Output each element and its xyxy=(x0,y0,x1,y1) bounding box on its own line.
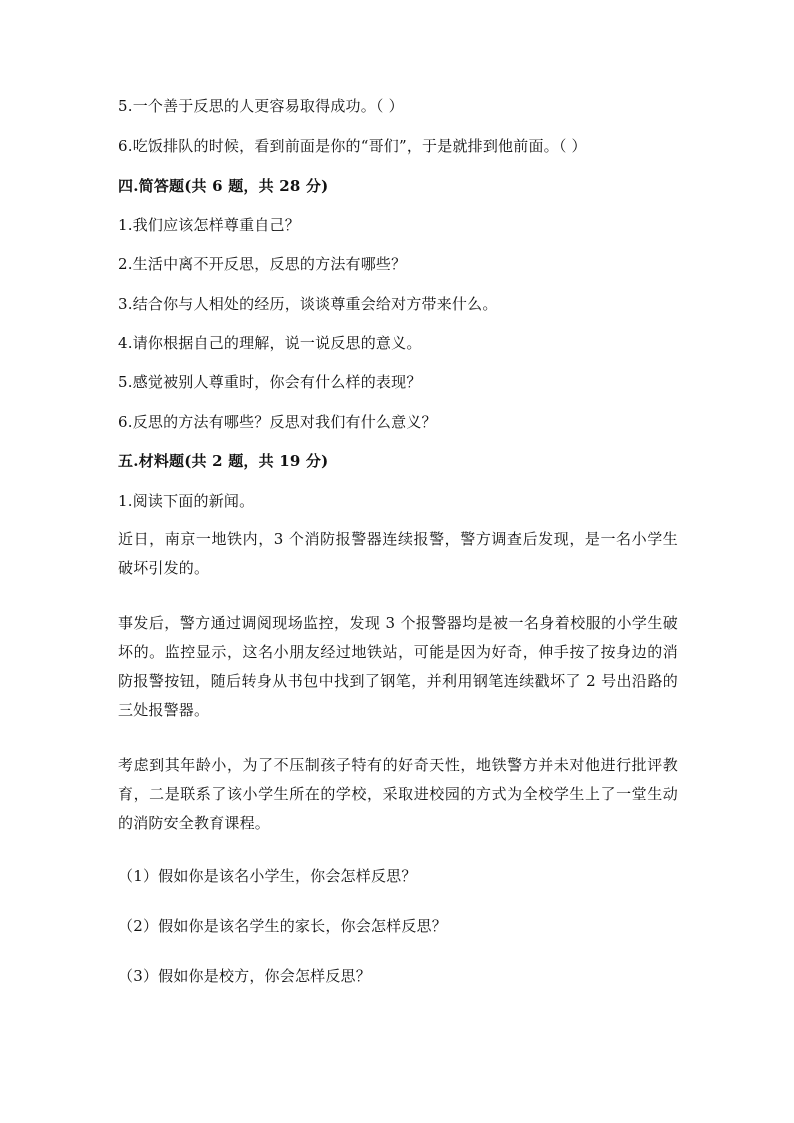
short-answer-question-2: 2.生活中离不开反思，反思的方法有哪些？ xyxy=(118,255,407,273)
section-5-heading: 五.材料题(共 2 题，共 19 分) xyxy=(118,452,329,470)
short-answer-question-3: 3.结合你与人相处的经历，谈谈尊重会给对方带来什么。 xyxy=(118,295,498,313)
short-answer-question-1: 1.我们应该怎样尊重自己？ xyxy=(118,216,300,234)
sub-question-3: （3）假如你是校方，你会怎样反思？ xyxy=(118,967,371,985)
news-paragraph-1: 近日，南京一地铁内，3 个消防报警器连续报警，警方调查后发现，是一名小学生破坏引发的。 xyxy=(118,530,678,577)
news-paragraph-2: 事发后，警方通过调阅现场监控，发现 3 个报警器均是被一名身着校服的小学生破坏的。监控显示，这名小朋友经过地铁站，可能是因为好奇，伸手按了按身边的消防报警按钮，随后转身从书包中找到了钢笔，并利用钢笔连续戳坏了 2 号出沿路的三处报警器。 xyxy=(118,614,678,719)
sub-question-2: （2）假如你是该名学生的家长，你会怎样反思？ xyxy=(118,917,447,935)
section-4-heading: 四.简答题(共 6 题，共 28 分) xyxy=(118,177,329,195)
question-5-truefalse: 5.一个善于反思的人更容易取得成功。（ ） xyxy=(118,97,404,115)
material-question-1-intro: 1.阅读下面的新闻。 xyxy=(118,492,255,510)
short-answer-question-4: 4.请你根据自己的理解，说一说反思的意义。 xyxy=(118,334,422,352)
short-answer-question-5: 5.感觉被别人尊重时，你会有什么样的表现？ xyxy=(118,373,422,391)
sub-question-1: （1）假如你是该名小学生，你会怎样反思？ xyxy=(118,867,417,885)
question-6-truefalse: 6.吃饭排队的时候，看到前面是你的“哥们”，于是就排到他前面。（ ） xyxy=(118,137,587,155)
short-answer-question-6: 6.反思的方法有哪些？反思对我们有什么意义？ xyxy=(118,413,437,431)
news-paragraph-3: 考虑到其年龄小，为了不压制孩子特有的好奇天性，地铁警方并未对他进行批评教育，二是联系了该小学生所在的学校，采取进校园的方式为全校学生上了一堂生动的消防安全教育课程。 xyxy=(118,756,678,832)
